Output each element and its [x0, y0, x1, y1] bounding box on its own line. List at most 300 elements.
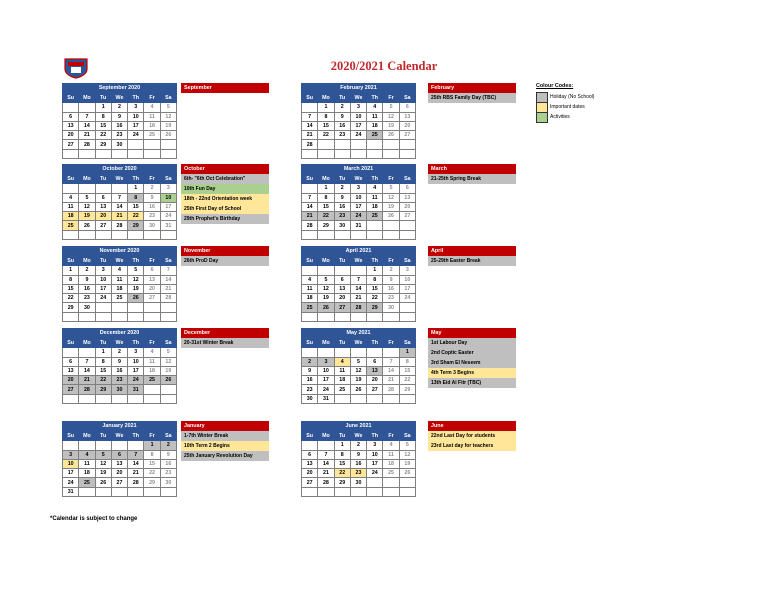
day-cell: 10	[160, 193, 176, 202]
day-cell	[350, 266, 366, 275]
day-cell: 24	[350, 131, 366, 140]
day-cell	[95, 394, 111, 403]
month-events	[428, 83, 516, 103]
day-cell: 6	[95, 193, 111, 202]
day-cell: 13	[144, 275, 160, 284]
day-cell	[383, 230, 399, 239]
day-cell	[79, 394, 95, 403]
day-cell: 29	[63, 303, 79, 312]
day-cell	[399, 478, 415, 487]
day-cell: 28	[383, 385, 399, 394]
day-cell: 31	[160, 221, 176, 230]
weekday-header: Tu	[95, 432, 111, 441]
day-cell: 23	[111, 131, 127, 140]
day-cell	[399, 394, 415, 403]
day-cell: 5	[79, 193, 95, 202]
event-item: 4th Term 3 Begins	[428, 368, 516, 378]
day-cell: 13	[399, 193, 415, 202]
day-cell: 3	[399, 266, 415, 275]
day-cell	[383, 140, 399, 149]
day-cell: 19	[95, 469, 111, 478]
day-cell: 2	[334, 184, 350, 193]
day-cell: 16	[350, 459, 366, 468]
month-events	[181, 246, 269, 266]
day-cell: 14	[128, 459, 144, 468]
day-cell: 24	[399, 294, 415, 303]
day-cell	[63, 230, 79, 239]
weekday-header: Sa	[399, 94, 415, 103]
day-cell: 7	[128, 450, 144, 459]
day-cell	[79, 487, 95, 496]
day-cell	[399, 230, 415, 239]
day-cell	[128, 312, 144, 321]
day-cell: 5	[383, 184, 399, 193]
day-cell: 21	[128, 469, 144, 478]
event-item: 3rd Sham El Neseem	[428, 358, 516, 368]
day-cell	[350, 348, 366, 357]
day-cell: 7	[79, 357, 95, 366]
day-cell: 15	[318, 202, 334, 211]
day-cell: 25	[302, 303, 318, 312]
day-cell: 12	[79, 202, 95, 211]
day-cell: 22	[144, 469, 160, 478]
day-cell: 28	[128, 478, 144, 487]
day-cell: 9	[334, 112, 350, 121]
day-cell: 9	[160, 450, 176, 459]
day-cell: 12	[318, 284, 334, 293]
day-cell: 7	[350, 275, 366, 284]
day-cell	[367, 140, 383, 149]
event-item: 10th Term 2 Begins	[181, 441, 269, 451]
day-cell: 15	[367, 284, 383, 293]
day-cell: 19	[383, 121, 399, 130]
month-title: September 2020	[62, 83, 177, 93]
day-cell	[160, 394, 176, 403]
day-cell	[367, 149, 383, 158]
day-cell: 7	[160, 266, 176, 275]
month-title: November 2020	[62, 246, 177, 256]
day-cell: 17	[367, 459, 383, 468]
weekday-header: We	[350, 339, 366, 348]
legend-swatch	[536, 112, 548, 123]
page-title: 2020/2021 Calendar	[330, 59, 438, 73]
day-cell	[111, 230, 127, 239]
weekday-header: Su	[302, 339, 318, 348]
day-cell	[160, 385, 176, 394]
day-cell: 6	[334, 275, 350, 284]
events-month-title: May	[428, 328, 516, 338]
day-cell: 15	[63, 284, 79, 293]
weekday-header: Th	[128, 175, 144, 184]
day-cell: 30	[160, 478, 176, 487]
day-cell: 17	[63, 469, 79, 478]
day-cell: 13	[63, 366, 79, 375]
day-cell	[302, 266, 318, 275]
day-cell	[144, 312, 160, 321]
day-cell	[63, 184, 79, 193]
weekday-header: We	[350, 432, 366, 441]
day-cell: 20	[111, 469, 127, 478]
day-cell: 26	[160, 131, 176, 140]
month-calendar	[301, 328, 416, 404]
day-cell	[302, 348, 318, 357]
day-cell: 9	[144, 193, 160, 202]
day-cell	[383, 348, 399, 357]
month-events	[181, 83, 269, 93]
day-cell: 3	[367, 441, 383, 450]
day-cell	[144, 303, 160, 312]
day-cell: 24	[63, 478, 79, 487]
day-cell	[399, 487, 415, 496]
weekday-header: Fr	[144, 339, 160, 348]
day-cell: 1	[318, 103, 334, 112]
day-cell	[383, 487, 399, 496]
day-cell: 3	[318, 357, 334, 366]
day-cell: 31	[318, 394, 334, 403]
day-cell: 4	[63, 193, 79, 202]
day-cell: 24	[128, 376, 144, 385]
day-cell: 4	[144, 103, 160, 112]
events-month-title: December	[181, 328, 269, 338]
day-cell: 17	[350, 121, 366, 130]
weekday-header: Fr	[383, 339, 399, 348]
day-cell	[399, 221, 415, 230]
day-cell: 15	[318, 121, 334, 130]
day-cell: 3	[128, 103, 144, 112]
weekday-header: Fr	[383, 175, 399, 184]
day-cell: 10	[399, 275, 415, 284]
weekday-header: Mo	[79, 94, 95, 103]
legend-title: Colour Codes:	[536, 83, 574, 89]
day-cell: 10	[95, 275, 111, 284]
weekday-header: Su	[302, 94, 318, 103]
day-cell: 30	[334, 221, 350, 230]
day-cell	[95, 303, 111, 312]
day-cell: 10	[63, 459, 79, 468]
event-item: 26th ProD Day	[181, 256, 269, 266]
day-cell	[111, 394, 127, 403]
day-cell	[144, 140, 160, 149]
day-cell: 7	[302, 112, 318, 121]
day-cell: 28	[350, 303, 366, 312]
day-cell: 30	[111, 385, 127, 394]
day-cell: 16	[302, 376, 318, 385]
weekday-header: Su	[302, 175, 318, 184]
day-cell	[318, 266, 334, 275]
day-cell	[160, 230, 176, 239]
day-cell: 22	[399, 376, 415, 385]
event-item: 6th- "6th Oct Celebration"	[181, 174, 269, 184]
day-cell	[367, 312, 383, 321]
day-cell: 4	[367, 184, 383, 193]
day-cell: 27	[367, 385, 383, 394]
weekday-header: Fr	[383, 257, 399, 266]
weekday-header: Su	[63, 339, 79, 348]
day-cell	[128, 394, 144, 403]
day-cell: 10	[350, 193, 366, 202]
day-cell: 18	[63, 212, 79, 221]
day-cell: 1	[128, 184, 144, 193]
month-calendar	[301, 421, 416, 497]
day-cell	[350, 140, 366, 149]
day-cell: 1	[334, 441, 350, 450]
weekday-header: Mo	[79, 257, 95, 266]
events-month-title: October	[181, 164, 269, 174]
day-cell: 23	[334, 131, 350, 140]
day-cell: 12	[383, 193, 399, 202]
event-item: 29th Prophet's Birthday	[181, 214, 269, 224]
day-cell: 11	[367, 193, 383, 202]
day-cell	[95, 184, 111, 193]
day-cell: 27	[95, 221, 111, 230]
colour-legend	[536, 83, 594, 122]
day-cell: 28	[302, 221, 318, 230]
event-item: 23rd Last day for teachers	[428, 441, 516, 451]
weekday-header: Sa	[399, 175, 415, 184]
weekday-header: Mo	[318, 432, 334, 441]
day-cell: 17	[160, 202, 176, 211]
day-cell: 13	[111, 459, 127, 468]
day-cell	[160, 140, 176, 149]
day-cell	[367, 394, 383, 403]
events-month-title: November	[181, 246, 269, 256]
day-cell: 29	[95, 140, 111, 149]
month-title: December 2020	[62, 328, 177, 338]
day-cell: 5	[160, 103, 176, 112]
event-item: 25th RBS Family Day (TBC)	[428, 93, 516, 103]
day-cell	[302, 103, 318, 112]
day-cell: 12	[95, 459, 111, 468]
weekday-header: Mo	[318, 257, 334, 266]
event-item: 13th Eid Al Fitr (TBC)	[428, 378, 516, 388]
day-cell: 6	[144, 266, 160, 275]
day-cell	[144, 487, 160, 496]
day-cell: 27	[63, 385, 79, 394]
day-cell: 8	[334, 450, 350, 459]
day-cell: 21	[302, 212, 318, 221]
day-cell: 1	[367, 266, 383, 275]
day-cell: 6	[63, 112, 79, 121]
day-cell: 28	[79, 385, 95, 394]
events-month-title: March	[428, 164, 516, 174]
day-cell: 20	[144, 284, 160, 293]
day-cell	[350, 394, 366, 403]
day-cell: 8	[318, 193, 334, 202]
day-cell	[63, 348, 79, 357]
day-cell	[128, 230, 144, 239]
day-cell	[79, 348, 95, 357]
day-cell: 18	[144, 121, 160, 130]
day-cell: 25	[383, 469, 399, 478]
weekday-header: Fr	[383, 432, 399, 441]
day-cell: 9	[383, 275, 399, 284]
day-cell: 24	[367, 469, 383, 478]
day-cell: 6	[63, 357, 79, 366]
day-cell: 8	[367, 275, 383, 284]
weekday-header: Th	[367, 175, 383, 184]
day-cell: 17	[318, 376, 334, 385]
day-cell: 20	[63, 376, 79, 385]
month-calendar	[62, 164, 177, 240]
day-cell	[334, 394, 350, 403]
day-cell: 22	[63, 294, 79, 303]
weekday-header: Fr	[144, 257, 160, 266]
day-cell	[63, 312, 79, 321]
day-cell: 24	[318, 385, 334, 394]
day-cell: 14	[160, 275, 176, 284]
month-events	[181, 421, 269, 461]
day-cell: 16	[334, 121, 350, 130]
day-cell: 5	[318, 275, 334, 284]
weekday-header: Tu	[334, 339, 350, 348]
legend-label: Holiday (No School)	[550, 94, 595, 100]
day-cell: 30	[383, 303, 399, 312]
day-cell: 22	[128, 212, 144, 221]
day-cell: 19	[79, 212, 95, 221]
day-cell	[334, 312, 350, 321]
day-cell: 26	[318, 303, 334, 312]
day-cell: 8	[128, 193, 144, 202]
legend-item	[536, 112, 594, 122]
weekday-header: Sa	[160, 257, 176, 266]
day-cell: 21	[160, 284, 176, 293]
event-item: 25th January Revolution Day	[181, 451, 269, 461]
event-item: 25th First Day of School	[181, 204, 269, 214]
day-cell: 4	[144, 348, 160, 357]
day-cell: 10	[350, 112, 366, 121]
day-cell	[383, 394, 399, 403]
day-cell: 18	[111, 284, 127, 293]
weekday-header: Tu	[95, 94, 111, 103]
weekday-header: Mo	[318, 175, 334, 184]
weekday-header: Sa	[399, 257, 415, 266]
event-item: 22nd Last Day for students	[428, 431, 516, 441]
day-cell	[302, 441, 318, 450]
day-cell: 13	[302, 459, 318, 468]
weekday-header: Th	[128, 257, 144, 266]
weekday-header: Fr	[144, 94, 160, 103]
day-cell: 3	[95, 266, 111, 275]
day-cell: 26	[79, 221, 95, 230]
day-cell	[79, 312, 95, 321]
day-cell: 1	[399, 348, 415, 357]
day-cell	[111, 149, 127, 158]
month-events	[428, 164, 516, 184]
weekday-header: Su	[63, 175, 79, 184]
day-cell	[79, 149, 95, 158]
day-cell	[367, 221, 383, 230]
day-cell: 9	[334, 193, 350, 202]
day-cell: 22	[95, 376, 111, 385]
event-item: 1-7th Winter Break	[181, 431, 269, 441]
day-cell: 15	[144, 459, 160, 468]
day-cell: 2	[144, 184, 160, 193]
day-cell: 28	[160, 294, 176, 303]
day-cell: 5	[399, 441, 415, 450]
day-cell	[350, 487, 366, 496]
day-cell: 27	[302, 478, 318, 487]
day-cell: 4	[367, 103, 383, 112]
weekday-header: We	[111, 94, 127, 103]
weekday-header: Sa	[160, 94, 176, 103]
day-cell: 1	[63, 266, 79, 275]
month-calendar	[301, 164, 416, 240]
day-cell	[63, 103, 79, 112]
day-cell	[334, 348, 350, 357]
weekday-header: Su	[63, 432, 79, 441]
day-cell: 28	[111, 221, 127, 230]
day-cell	[334, 487, 350, 496]
month-calendar	[62, 421, 177, 497]
day-cell	[318, 487, 334, 496]
day-cell	[367, 230, 383, 239]
day-cell: 18	[144, 366, 160, 375]
day-cell	[63, 394, 79, 403]
weekday-header: Su	[302, 257, 318, 266]
day-cell: 24	[128, 131, 144, 140]
day-cell: 18	[367, 202, 383, 211]
day-cell: 22	[318, 212, 334, 221]
day-cell: 7	[111, 193, 127, 202]
weekday-header: Fr	[144, 175, 160, 184]
day-cell: 1	[95, 348, 111, 357]
day-cell: 23	[350, 469, 366, 478]
month-calendar	[62, 328, 177, 404]
day-cell: 12	[160, 112, 176, 121]
day-cell: 14	[350, 284, 366, 293]
day-cell: 26	[383, 131, 399, 140]
weekday-header: Th	[128, 432, 144, 441]
events-month-title: April	[428, 246, 516, 256]
month-title: March 2021	[301, 164, 416, 174]
event-item: 2nd Coptic Easter	[428, 348, 516, 358]
weekday-header: Th	[128, 339, 144, 348]
day-cell	[302, 230, 318, 239]
day-cell: 16	[160, 459, 176, 468]
weekday-header: Sa	[160, 339, 176, 348]
month-calendar	[301, 83, 416, 159]
month-calendar	[62, 83, 177, 159]
day-cell	[367, 478, 383, 487]
day-cell: 23	[79, 294, 95, 303]
day-cell	[383, 312, 399, 321]
day-cell: 2	[383, 266, 399, 275]
day-cell: 23	[383, 294, 399, 303]
day-cell: 29	[95, 385, 111, 394]
day-cell: 21	[79, 376, 95, 385]
day-cell: 29	[399, 385, 415, 394]
day-cell	[318, 140, 334, 149]
day-cell: 30	[79, 303, 95, 312]
day-cell: 26	[399, 469, 415, 478]
weekday-header: Sa	[399, 339, 415, 348]
day-cell: 6	[399, 184, 415, 193]
day-cell: 17	[128, 121, 144, 130]
weekday-header: We	[111, 257, 127, 266]
day-cell	[79, 103, 95, 112]
day-cell: 3	[350, 184, 366, 193]
day-cell: 7	[302, 193, 318, 202]
day-cell: 27	[334, 303, 350, 312]
weekday-header: Th	[367, 257, 383, 266]
day-cell: 8	[399, 357, 415, 366]
month-events	[181, 328, 269, 348]
legend-label: Activities	[550, 114, 570, 120]
day-cell: 15	[128, 202, 144, 211]
day-cell: 1	[95, 103, 111, 112]
day-cell: 16	[383, 284, 399, 293]
day-cell: 13	[95, 202, 111, 211]
